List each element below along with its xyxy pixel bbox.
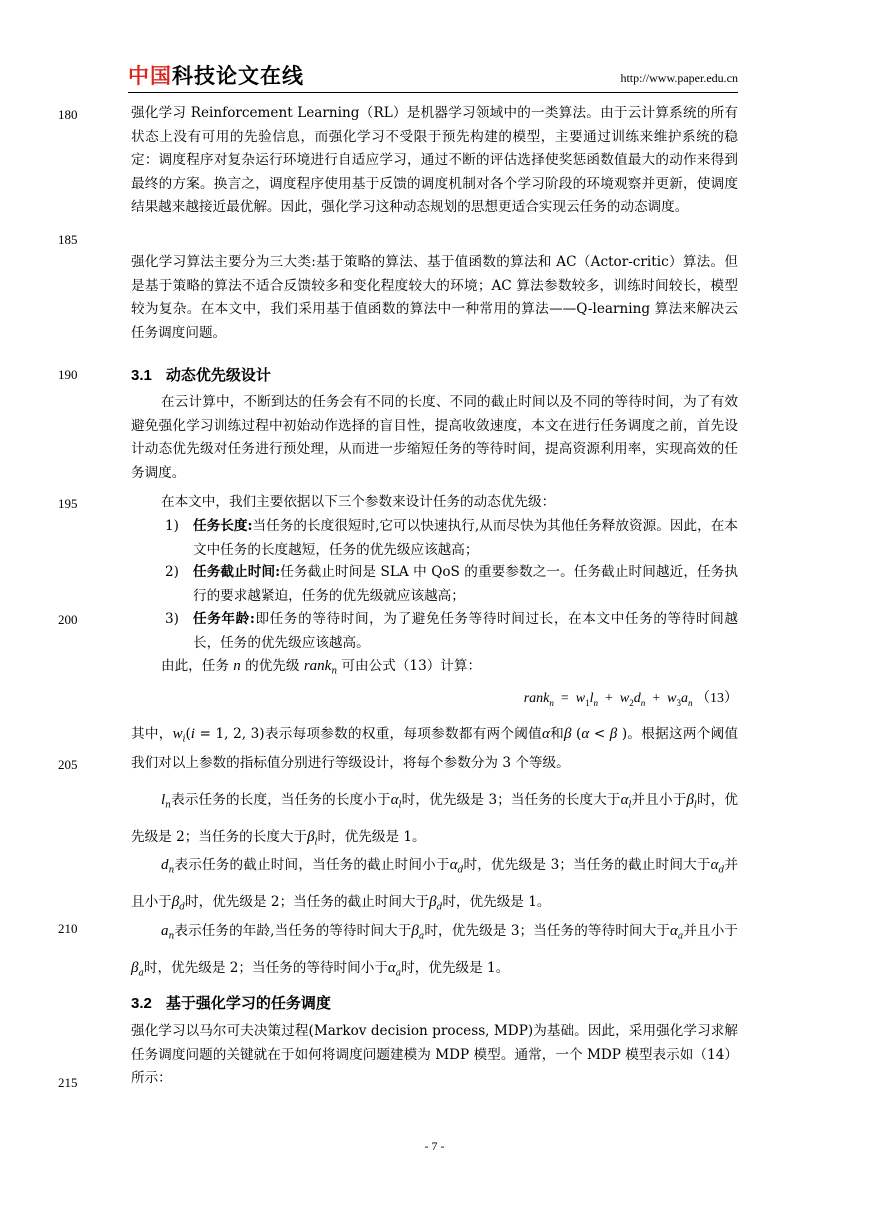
line-number: 190 (58, 367, 78, 382)
line-number: 205 (58, 757, 78, 772)
line-number: 210 (58, 921, 78, 936)
equation-13: rank$_n$ = $w_1l_n + w_2d_n + w_3a_n$ （13） (523, 691, 738, 708)
paragraph-dynamic-priority: 在云计算中，不断到达的任务会有不同的长度、不同的截止时间以及不同的等待时间，为了有效避免强化学习训练过程中初始动作选择的盲目性，提高收敛速度，本文在进行任务调度之前，首先设计动态优先级对任务进行预处理，从而进一步缩短任务的等待时间，提高资源利用率，实现高效的任务调度。 (131, 394, 738, 481)
section-heading-3-1: 3.1 动态优先级设计 (131, 366, 271, 384)
section-heading-3-2: 3.2 基于强化学习的任务调度 (131, 994, 331, 1012)
line-number: 180 (58, 107, 78, 122)
journal-logo: 中国科技论文在线 (128, 64, 304, 88)
paragraph-mdp: 强化学习以马尔可夫决策过程(Markov decision process, MDP)为基础。因此，采用强化学习求解任务调度问题的关键就在于如何将调度问题建模为 MDP 模型。通常，一个 MDP 模型表示如（14）所示： (131, 1023, 738, 1087)
paragraph-parameters-intro: 在本文中，我们主要依据以下三个参数来设计任务的动态优先级： (161, 494, 556, 510)
list-item: 1) 任务长度:当任务的长度很短时,它可以快速执行,从而尽快为其他任务释放资源。因此，在本文中任务的长度越短，任务的优先级应该越高； (165, 518, 738, 558)
paragraph-deadline-levels: $d_n$表示任务的截止时间，当任务的截止时间小于$\alpha_d$时，优先级是 3；当任务的截止时间大于$\alpha_d$并且小于$\beta_d$时，优先级是 2；当任务的截止时间大于$\beta_d$时，优先级是 1。 (131, 857, 739, 913)
header-url[interactable]: http://www.paper.edu.cn (620, 71, 738, 85)
line-number: 195 (58, 496, 78, 511)
paragraph-rl-intro: 强化学习 Reinforcement Learning（RL）是机器学习领域中的一类算法。由于云计算系统的所有状态上没有可用的先验信息，而强化学习不受限于预先构建的模型，主要通过训练来维护系统的稳定：调度程序对复杂运行环境进行自适应学习，通过不断的评估选择使奖惩函数值最大的动作来得到最终的方案。换言之，调度程序使用基于反馈的调度机制对各个学习阶段的环境观察并更新，使调度结果越来越接近最优解。因此，强化学习这种动态规划的思想更适合实现云任务的动态调度。 (131, 105, 738, 216)
paragraph-age-levels: $a_n$表示任务的年龄,当任务的等待时间大于$\beta_a$时，优先级是 3；当任务的等待时间大于$\alpha_a$并且小于$\beta_a$时，优先级是 2；当任务的等待时间小于$\alpha_a$时，优先级是 1。 (131, 923, 739, 979)
header-rule (128, 92, 738, 93)
paragraph-weights: 其中，$w_i(i = 1$, 2, 3)表示每项参数的权重，每项参数都有两个阈值α和β (α < β )。根据这两个阈值我们对以上参数的指标值分别进行等级设计，将每个参数分为 3 个等级。 (131, 726, 739, 772)
paragraph-formula-intro: 由此，任务 n 的优先级 rank$_n$ 可由公式（13）计算： (161, 658, 482, 677)
line-number: 185 (58, 232, 78, 247)
line-number: 200 (58, 612, 78, 627)
paragraph-rl-categories: 强化学习算法主要分为三大类:基于策略的算法、基于值函数的算法和 AC（Actor-critic）算法。但是基于策略的算法不适合反馈较多和变化程度较大的环境；AC 算法参数较多，训练时间较长，模型较为复杂。在本文中，我们采用基于值函数的算法中一种常用的算法——Q-learning 算法来解决云任务调度问题。 (131, 254, 738, 341)
page-number: - 7 - (424, 1139, 445, 1153)
line-number: 215 (58, 1075, 78, 1090)
paragraph-length-levels: $l_n$表示任务的长度，当任务的长度小于$\alpha_l$时，优先级是 3；当任务的长度大于$\alpha_l$并且小于$\beta_l$时，优先级是 2；当任务的长度大于$\beta_l$时，优先级是 1。 (131, 792, 739, 848)
list-item: 2) 任务截止时间:任务截止时间是 SLA 中 QoS 的重要参数之一。任务截止时间越近，任务执行的要求越紧迫，任务的优先级就应该越高； (165, 564, 738, 604)
list-item: 3) 任务年龄:即任务的等待时间，为了避免任务等待时间过长，在本文中任务的等待时间越长，任务的优先级应该越高。 (165, 611, 738, 651)
